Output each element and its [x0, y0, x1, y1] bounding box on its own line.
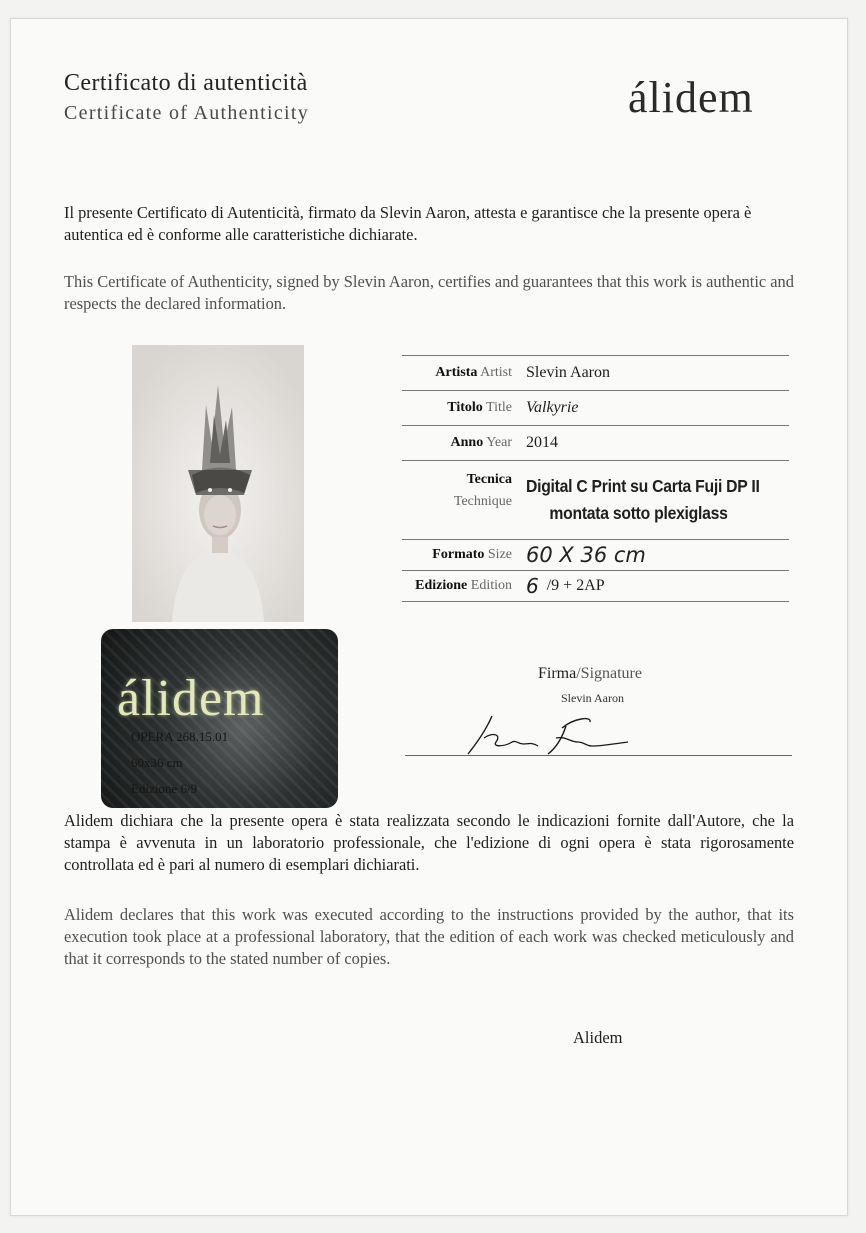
intro-english: This Certificate of Authenticity, signed by Slevin Aaron, certifies and guarantees that this work is authentic and respects the declared information.: [64, 272, 794, 313]
spec-label: Anno Year: [450, 435, 512, 450]
spec-value-technique: Digital C Print su Carta Fuji DP II montata sotto plexiglass: [526, 476, 760, 523]
spec-value-title: Valkyrie: [526, 399, 579, 416]
signature-line: [405, 755, 792, 756]
spec-label: Edizione Edition: [415, 578, 512, 593]
spec-label: Artista Artist: [435, 365, 512, 380]
intro-italian: Il presente Certificato di Autenticità, firmato da Slevin Aaron, attesta e garantisce che la presente opera è autentica ed è conforme alle caratteristiche dichiarate.: [64, 203, 752, 244]
edition-number: 6: [526, 574, 539, 598]
spec-label: Titolo Title: [447, 400, 512, 415]
spec-row-technique: [402, 460, 789, 539]
closing-signature: Alidem: [573, 1028, 623, 1047]
artwork-image: [132, 345, 304, 622]
brand-logo: álidem: [628, 73, 754, 122]
spec-value-size: 60 X 36 cm: [526, 543, 646, 567]
spec-value-year: 2014: [526, 434, 558, 451]
hologram-line: 60x36 cm: [131, 755, 183, 770]
hologram-seal: [101, 629, 338, 808]
specs-table: [402, 355, 789, 602]
spec-row-artist: [402, 355, 789, 390]
hologram-line: Edizione 6/9: [131, 781, 198, 796]
hologram-brand: álidem: [117, 670, 265, 727]
signature-label: Firma/Signature: [538, 665, 642, 682]
declaration-english: Alidem declares that this work was executed according to the instructions provided by the author, that its execution took place at a professional laboratory, that the edition of each work was checked meticulously and that it corresponds to the stated number of copies.: [64, 905, 794, 968]
hologram-line: OPERA 268.15.01: [131, 729, 229, 744]
handwritten-signature: [462, 712, 632, 758]
declaration-italian: Alidem dichiara che la presente opera è stata realizzata secondo le indicazioni fornite dall'Autore, che la stampa è avvenuta in un laboratorio professionale, che l'edizione di ogni opera è stata rigorosamente controllata ed è pari al numero di esemplari dichiarati.: [64, 811, 794, 874]
title-italian: Certificato di autenticità: [64, 70, 308, 96]
spec-row-title: [402, 390, 789, 425]
spec-value-edition: [526, 571, 789, 601]
title-english: Certificate of Authenticity: [64, 102, 310, 124]
signer-name: Slevin Aaron: [561, 691, 624, 705]
edition-total: /9 + 2AP: [546, 577, 605, 594]
spec-label: Formato Size: [432, 547, 512, 562]
spec-value-artist: Slevin Aaron: [526, 364, 610, 381]
spec-label: Tecnica Technique: [453, 472, 512, 509]
spec-row-year: [402, 425, 789, 460]
spec-row-edition: [402, 570, 789, 602]
spec-row-size: [402, 539, 789, 570]
